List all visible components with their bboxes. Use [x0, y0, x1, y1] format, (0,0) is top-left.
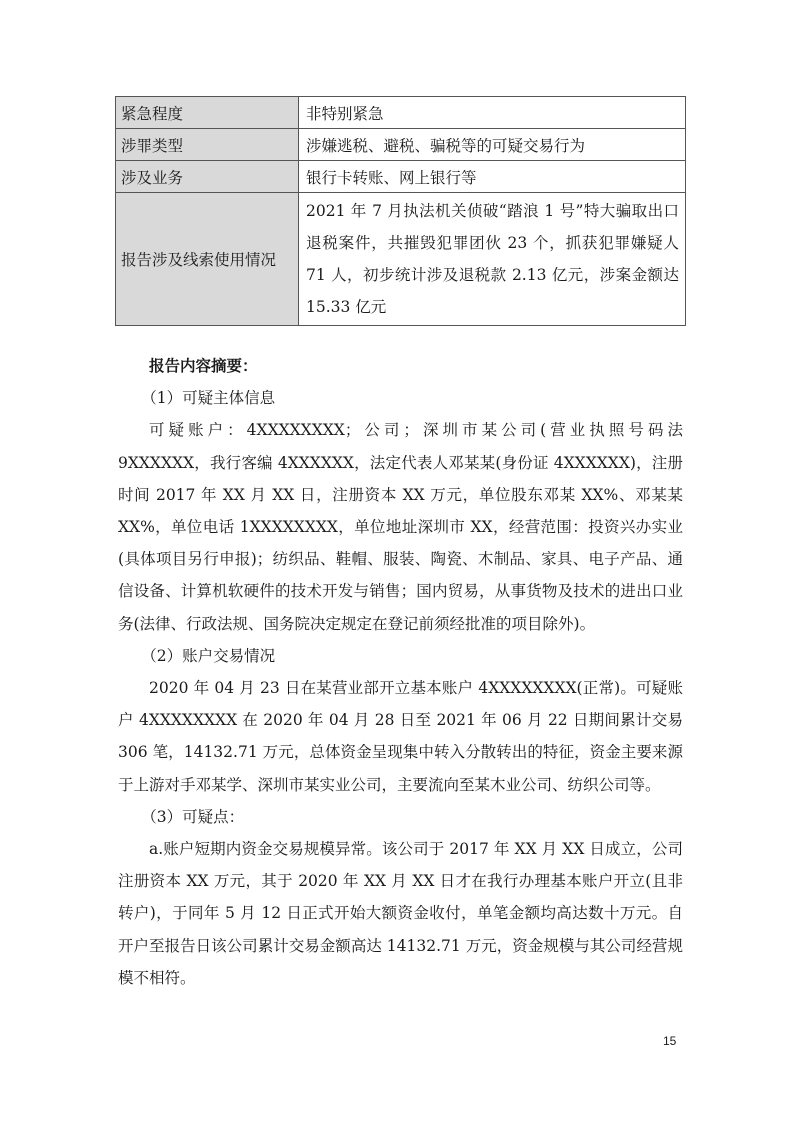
- row-label: 报告涉及线索使用情况: [116, 193, 299, 326]
- row-label: 涉罪类型: [116, 129, 299, 161]
- report-info-table: [115, 96, 686, 326]
- row-label: 紧急程度: [116, 97, 299, 129]
- table-row: [116, 97, 686, 129]
- page-number: 15: [663, 1034, 677, 1048]
- table-row: [116, 129, 686, 161]
- row-value: 银行卡转账、网上银行等: [299, 161, 686, 193]
- table-row: [116, 193, 686, 326]
- section-2-body: 2020 年 04 月 23 日在某营业部开立基本账户 4XXXXXXXX(正常)。可疑账户 4XXXXXXXX 在 2020 年 04 月 28 日至 2021 年 06 月 22 日期间累计交易 306 笔，14132.71 万元，总体资金呈现集中转入分散转出的特征，资金主要来源于上游对手邓某学、深圳市某实业公司，主要流向至某木业公司、纺织公司等。: [118, 679, 683, 794]
- row-value: 非特别紧急: [299, 97, 686, 129]
- report-summary: [118, 350, 683, 994]
- row-value: 2021 年 7 月执法机关侦破“踏浪 1 号”特大骗取出口退税案件，共摧毁犯罪团伙 23 个，抓获犯罪嫌疑人 71 人，初步统计涉及退税款 2.13 亿元，涉案金额达 15.33 亿元: [299, 193, 686, 326]
- section-2-title: （2）账户交易情况: [141, 646, 276, 665]
- section-1-body: 可疑账户：4XXXXXXXX；公司；深圳市某公司(营业执照号码法 9XXXXXX，我行客编 4XXXXXX，法定代表人邓某某(身份证 4XXXXXX)，注册时间 2017 年 XX 月 XX 日，注册资本 XX 万元，单位股东邓某 XX%、邓某某 XX%，单位电话 1XXXXXXXX，单位地址深圳市 XX，经营范围：投资兴办实业(具体项目另行申报)；纺织品、鞋帽、服装、陶瓷、木制品、家具、电子产品、通信设备、计算机软硬件的技术开发与销售；国内贸易，从事货物及技术的进出口业务(法律、行政法规、国务院决定规定在登记前须经批准的项目除外)。: [118, 421, 683, 633]
- section-1-title: （1）可疑主体信息: [141, 389, 276, 408]
- row-value: 涉嫌逃税、避税、骗税等的可疑交易行为: [299, 129, 686, 161]
- row-label: 涉及业务: [116, 161, 299, 193]
- section-3-title: （3）可疑点：: [141, 807, 245, 826]
- summary-heading: 报告内容摘要：: [149, 356, 258, 375]
- table-row: [116, 161, 686, 193]
- section-3-body: a.账户短期内资金交易规模异常。该公司于 2017 年 XX 月 XX 日成立，公司注册资本 XX 万元，其于 2020 年 XX 月 XX 日才在我行办理基本账户开立(且非转户)，于同年 5 月 12 日正式开始大额资金收付，单笔金额均高达数十万元。自开户至报告日该公司累计交易金额高达 14132.71 万元，资金规模与其公司经营规模不相符。: [118, 840, 683, 987]
